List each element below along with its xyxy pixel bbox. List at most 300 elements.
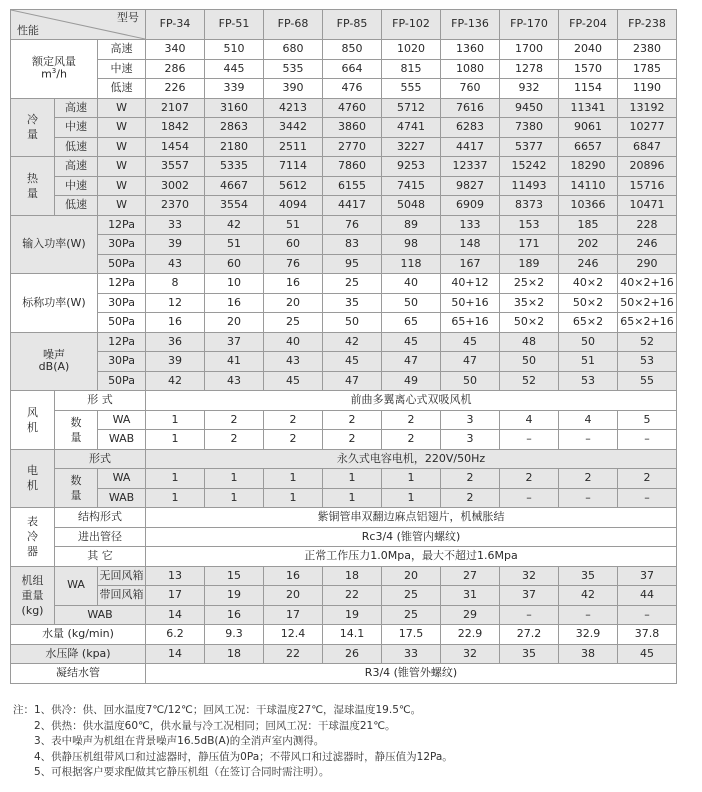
value-cell: 16 (205, 293, 264, 313)
value-cell: 3557 (146, 157, 205, 177)
coil-row-label: 结构形式 (55, 508, 146, 528)
value-cell: 1154 (559, 79, 618, 99)
value-cell: 43 (264, 352, 323, 372)
value-cell: 50×2+16 (618, 293, 677, 313)
value-cell: 41 (205, 352, 264, 372)
value-cell: 17.5 (382, 625, 441, 645)
fan-label-1: 风 (27, 405, 38, 419)
rated_power-label: 标称功率(W) (11, 274, 98, 333)
value-cell: 42 (205, 215, 264, 235)
noise-row (11, 352, 677, 372)
unit-label: W (98, 157, 146, 177)
value-cell: 39 (146, 235, 205, 255)
unit-label: W (98, 137, 146, 157)
value-cell: 2040 (559, 40, 618, 60)
pressure-drop-label: 水压降 (kpa) (11, 644, 146, 664)
speed-label: 中速 (98, 59, 146, 79)
value-cell: 60 (205, 254, 264, 274)
value-cell: 37 (205, 332, 264, 352)
value-cell: 3 (441, 410, 500, 430)
value-cell: 35 (500, 644, 559, 664)
header-row (11, 10, 677, 40)
value-cell: 148 (441, 235, 500, 255)
fan-form-label: 形 式 (55, 391, 146, 411)
value-cell: 20 (264, 293, 323, 313)
airflow-row (11, 40, 677, 60)
value-cell: 185 (559, 215, 618, 235)
water-flow-label: 水量 (kg/min) (11, 625, 146, 645)
weight-row-label: 无回风箱 (98, 566, 146, 586)
value-cell: 133 (441, 215, 500, 235)
value-cell: 4741 (382, 118, 441, 138)
value-cell: 167 (441, 254, 500, 274)
coil-row (11, 508, 677, 528)
value-cell: 37 (500, 586, 559, 606)
value-cell: – (500, 605, 559, 625)
value-cell: 1 (205, 469, 264, 489)
airflow-title: 额定风量 (32, 55, 76, 69)
value-cell: 3860 (323, 118, 382, 138)
coil-label (11, 508, 55, 567)
unit-sup: 3 (51, 67, 57, 76)
model-header: FP-238 (618, 10, 677, 40)
value-cell: 815 (382, 59, 441, 79)
speed-label: 低速 (98, 79, 146, 99)
weight-wab-row (11, 605, 677, 625)
value-cell: 202 (559, 235, 618, 255)
value-cell: 2380 (618, 40, 677, 60)
value-cell: 26 (323, 644, 382, 664)
value-cell: 2 (264, 410, 323, 430)
qty-label-2: 量 (70, 489, 82, 502)
value-cell: 37.8 (618, 625, 677, 645)
value-cell: 35 (323, 293, 382, 313)
value-cell: 20 (264, 586, 323, 606)
header-corner (11, 10, 146, 40)
model-header: FP-170 (500, 10, 559, 40)
qty-label-1: 数 (70, 415, 82, 429)
weight-label-2: 重量 (21, 588, 44, 602)
value-cell: 22 (323, 586, 382, 606)
value-cell: 8373 (500, 196, 559, 216)
coil-row (11, 527, 677, 547)
value-cell: 20 (205, 313, 264, 333)
value-cell: 2770 (323, 137, 382, 157)
drain-row (11, 664, 677, 684)
value-cell: 3227 (382, 137, 441, 157)
value-cell: 16 (205, 605, 264, 625)
weight-label (11, 566, 55, 625)
value-cell: 19 (323, 605, 382, 625)
value-cell: 118 (382, 254, 441, 274)
value-cell: – (618, 430, 677, 450)
unit-label: W (98, 196, 146, 216)
value-cell: 476 (323, 79, 382, 99)
value-cell: 5712 (382, 98, 441, 118)
value-cell: 83 (323, 235, 382, 255)
value-cell: 5377 (500, 137, 559, 157)
motor-form-row (11, 449, 677, 469)
value-cell: 45 (382, 332, 441, 352)
motor-form-value: 永久式电容电机，220V/50Hz (146, 449, 677, 469)
perf-label: 性能 (17, 23, 39, 37)
value-cell: – (618, 488, 677, 508)
airflow-row (11, 59, 677, 79)
drain-label: 凝结水管 (11, 664, 146, 684)
note-1: 注：1、供冷：供、回水温度7℃/12℃；回风工况：干球温度27℃，湿球温度19.5℃。 (13, 704, 422, 716)
motor-qty-row (11, 469, 677, 489)
value-cell: 65 (382, 313, 441, 333)
value-cell: 189 (500, 254, 559, 274)
rated_power-row (11, 313, 677, 333)
value-cell: 42 (323, 332, 382, 352)
value-cell: 45 (441, 332, 500, 352)
value-cell: 1 (264, 488, 323, 508)
value-cell: 1570 (559, 59, 618, 79)
value-cell: 98 (382, 235, 441, 255)
value-cell: 33 (146, 215, 205, 235)
value-cell: 37 (618, 566, 677, 586)
value-cell: 13 (146, 566, 205, 586)
value-cell: 3 (441, 430, 500, 450)
value-cell: 15 (205, 566, 264, 586)
value-cell: 2180 (205, 137, 264, 157)
model-header: FP-68 (264, 10, 323, 40)
value-cell: – (500, 430, 559, 450)
pressure-drop-row (11, 644, 677, 664)
value-cell: 32.9 (559, 625, 618, 645)
coil-row-value: Rc3/4 (锥管内螺纹) (146, 527, 677, 547)
value-cell: 445 (205, 59, 264, 79)
value-cell: 53 (559, 371, 618, 391)
value-cell: 1 (382, 469, 441, 489)
fan-label (11, 391, 55, 450)
value-cell: 35×2 (500, 293, 559, 313)
pressure-label: 12Pa (98, 332, 146, 352)
value-cell: 42 (559, 586, 618, 606)
value-cell: 1785 (618, 59, 677, 79)
value-cell: 51 (264, 215, 323, 235)
value-cell: 12 (146, 293, 205, 313)
value-cell: 50 (441, 371, 500, 391)
pressure-label: 12Pa (98, 215, 146, 235)
pressure-label: 30Pa (98, 235, 146, 255)
value-cell: 39 (146, 352, 205, 372)
value-cell: 52 (500, 371, 559, 391)
value-cell: 850 (323, 40, 382, 60)
value-cell: 25 (264, 313, 323, 333)
value-cell: 48 (500, 332, 559, 352)
value-cell: 2 (441, 469, 500, 489)
value-cell: 3554 (205, 196, 264, 216)
value-cell: 43 (205, 371, 264, 391)
value-cell: 932 (500, 79, 559, 99)
rated_power-row (11, 293, 677, 313)
heating-row (11, 176, 677, 196)
value-cell: 2 (559, 469, 618, 489)
input_power-row (11, 215, 677, 235)
value-cell: – (559, 488, 618, 508)
value-cell: 7380 (500, 118, 559, 138)
value-cell: 7860 (323, 157, 382, 177)
value-cell: 4094 (264, 196, 323, 216)
value-cell: 2107 (146, 98, 205, 118)
speed-label: 低速 (55, 196, 98, 216)
value-cell: 25×2 (500, 274, 559, 294)
value-cell: 4213 (264, 98, 323, 118)
heating-label-2: 量 (27, 186, 38, 200)
note-2: 2、供热：供水温度60℃，供水量与冷工况相同；回风工况：干球温度21℃。 (34, 719, 396, 732)
value-cell: 2 (323, 410, 382, 430)
value-cell: 390 (264, 79, 323, 99)
unit-main: m (41, 68, 52, 82)
value-cell: 50 (559, 332, 618, 352)
value-cell: 6283 (441, 118, 500, 138)
value-cell: 4760 (323, 98, 382, 118)
value-cell: 3002 (146, 176, 205, 196)
value-cell: 51 (559, 352, 618, 372)
value-cell: 1278 (500, 59, 559, 79)
coil-row-label: 进出管径 (55, 527, 146, 547)
value-cell: 29 (441, 605, 500, 625)
value-cell: 2 (264, 430, 323, 450)
value-cell: 5612 (264, 176, 323, 196)
motor-label-1: 电 (27, 464, 38, 478)
value-cell: 16 (146, 313, 205, 333)
value-cell: 2 (618, 469, 677, 489)
value-cell: 50+16 (441, 293, 500, 313)
value-cell: 9253 (382, 157, 441, 177)
value-cell: 290 (618, 254, 677, 274)
value-cell: 13192 (618, 98, 677, 118)
coil-row-label: 其 它 (55, 547, 146, 567)
noise-label-2: dB(A) (38, 360, 70, 374)
value-cell: – (500, 488, 559, 508)
value-cell: 2 (205, 430, 264, 450)
value-cell: 12.4 (264, 625, 323, 645)
value-cell: 25 (382, 605, 441, 625)
speed-label: 高速 (55, 157, 98, 177)
weight-label-3: (kg) (21, 603, 44, 617)
value-cell: 11493 (500, 176, 559, 196)
fan-qty-label (55, 410, 98, 449)
speed-label: 高速 (98, 40, 146, 60)
value-cell: 16 (264, 566, 323, 586)
type-label: WAB (98, 430, 146, 450)
value-cell: 47 (323, 371, 382, 391)
value-cell: 40×2+16 (618, 274, 677, 294)
value-cell: 14110 (559, 176, 618, 196)
value-cell: 226 (146, 79, 205, 99)
value-cell: 32 (441, 644, 500, 664)
weight-wa-label: WA (55, 566, 98, 605)
value-cell: 7114 (264, 157, 323, 177)
value-cell: 4417 (323, 196, 382, 216)
heating-label (11, 157, 55, 216)
value-cell: 153 (500, 215, 559, 235)
speed-label: 中速 (55, 176, 98, 196)
value-cell: 20 (382, 566, 441, 586)
weight-wab-label: WAB (55, 605, 146, 625)
value-cell: 2 (441, 488, 500, 508)
value-cell: 2 (500, 469, 559, 489)
type-label: WA (98, 469, 146, 489)
unit-label: W (98, 176, 146, 196)
value-cell: 14 (146, 605, 205, 625)
weight-row-label: 带回风箱 (98, 586, 146, 606)
value-cell: 31 (441, 586, 500, 606)
value-cell: 47 (441, 352, 500, 372)
value-cell: 9061 (559, 118, 618, 138)
value-cell: 76 (264, 254, 323, 274)
value-cell: 22 (264, 644, 323, 664)
value-cell: 1080 (441, 59, 500, 79)
value-cell: 17 (264, 605, 323, 625)
value-cell: 1 (323, 469, 382, 489)
value-cell: 555 (382, 79, 441, 99)
value-cell: 10471 (618, 196, 677, 216)
value-cell: 32 (500, 566, 559, 586)
value-cell: 27.2 (500, 625, 559, 645)
value-cell: 5335 (205, 157, 264, 177)
value-cell: 246 (618, 235, 677, 255)
value-cell: 50×2 (500, 313, 559, 333)
value-cell: 4417 (441, 137, 500, 157)
value-cell: 760 (441, 79, 500, 99)
qty-label-2: 量 (70, 430, 82, 444)
value-cell: 339 (205, 79, 264, 99)
cooling-label-2: 量 (27, 128, 38, 142)
notes (13, 703, 453, 781)
input_power-label: 输入功率(W) (11, 215, 98, 274)
value-cell: 1 (323, 488, 382, 508)
value-cell: 1190 (618, 79, 677, 99)
value-cell: 53 (618, 352, 677, 372)
rated_power-row (11, 274, 677, 294)
coil-row-value: 正常工作压力1.0Mpa，最大不超过1.6Mpa (146, 547, 677, 567)
note-5: 5、可根据客户要求配做其它静压机组（在签订合同时需注明）。 (34, 766, 330, 778)
qty-label-1: 数 (70, 474, 82, 487)
value-cell: 47 (382, 352, 441, 372)
weight-row (11, 586, 677, 606)
value-cell: 171 (500, 235, 559, 255)
airflow-row (11, 79, 677, 99)
value-cell: 51 (205, 235, 264, 255)
type-label: WA (98, 410, 146, 430)
model-header: FP-136 (441, 10, 500, 40)
airflow-unit (11, 68, 97, 81)
heating-row (11, 157, 677, 177)
coil-label-3: 器 (27, 545, 38, 559)
value-cell: 35 (559, 566, 618, 586)
value-cell: 10277 (618, 118, 677, 138)
value-cell: 6847 (618, 137, 677, 157)
value-cell: 49 (382, 371, 441, 391)
input_power-row (11, 254, 677, 274)
value-cell: 40 (264, 332, 323, 352)
value-cell: 65+16 (441, 313, 500, 333)
speed-label: 中速 (55, 118, 98, 138)
value-cell: 680 (264, 40, 323, 60)
value-cell: 1360 (441, 40, 500, 60)
value-cell: 36 (146, 332, 205, 352)
value-cell: 55 (618, 371, 677, 391)
value-cell: 65×2+16 (618, 313, 677, 333)
pressure-label: 50Pa (98, 254, 146, 274)
value-cell: 4 (559, 410, 618, 430)
cooling-label (11, 98, 55, 157)
coil-row-value: 紫铜管串双翻边麻点铝翅片，机械胀结 (146, 508, 677, 528)
value-cell: 1 (264, 469, 323, 489)
value-cell: 52 (618, 332, 677, 352)
value-cell: 6.2 (146, 625, 205, 645)
value-cell: 60 (264, 235, 323, 255)
weight-row (11, 566, 677, 586)
noise-row (11, 332, 677, 352)
value-cell: 9.3 (205, 625, 264, 645)
motor-form-label: 形式 (55, 449, 146, 469)
value-cell: 6155 (323, 176, 382, 196)
speed-label: 高速 (55, 98, 98, 118)
value-cell: 18 (205, 644, 264, 664)
heating-row (11, 196, 677, 216)
value-cell: 6909 (441, 196, 500, 216)
value-cell: 50 (323, 313, 382, 333)
value-cell: 1 (382, 488, 441, 508)
value-cell: 5048 (382, 196, 441, 216)
value-cell: 7616 (441, 98, 500, 118)
pressure-label: 30Pa (98, 352, 146, 372)
motor-qty-label (55, 469, 98, 508)
value-cell: 50 (382, 293, 441, 313)
value-cell: 4 (500, 410, 559, 430)
value-cell: 33 (382, 644, 441, 664)
value-cell: 10366 (559, 196, 618, 216)
value-cell: 340 (146, 40, 205, 60)
value-cell: 2511 (264, 137, 323, 157)
value-cell: 12337 (441, 157, 500, 177)
value-cell: 16 (264, 274, 323, 294)
speed-label: 低速 (55, 137, 98, 157)
value-cell: 2 (382, 410, 441, 430)
motor-qty-row (11, 488, 677, 508)
input_power-row (11, 235, 677, 255)
value-cell: 246 (559, 254, 618, 274)
drain-value: R3/4 (锥管外螺纹) (146, 664, 677, 684)
value-cell: – (559, 430, 618, 450)
note-3: 3、表中噪声为机组在背景噪声16.5dB(A)的全消声室内测得。 (34, 735, 325, 747)
value-cell: 40×2 (559, 274, 618, 294)
fan-form-value: 前曲多翼离心式双吸风机 (146, 391, 677, 411)
value-cell: 1 (146, 410, 205, 430)
value-cell: 45 (618, 644, 677, 664)
value-cell: 19 (205, 586, 264, 606)
water-flow-row (11, 625, 677, 645)
type-label: WAB (98, 488, 146, 508)
value-cell: 14.1 (323, 625, 382, 645)
value-cell: 2 (382, 430, 441, 450)
fan-qty-row (11, 430, 677, 450)
cooling-row (11, 98, 677, 118)
heating-label-1: 热 (27, 171, 38, 185)
value-cell: 5 (618, 410, 677, 430)
value-cell: 10 (205, 274, 264, 294)
value-cell: 1020 (382, 40, 441, 60)
value-cell: 1 (205, 488, 264, 508)
model-header: FP-204 (559, 10, 618, 40)
value-cell: 27 (441, 566, 500, 586)
value-cell: 45 (323, 352, 382, 372)
